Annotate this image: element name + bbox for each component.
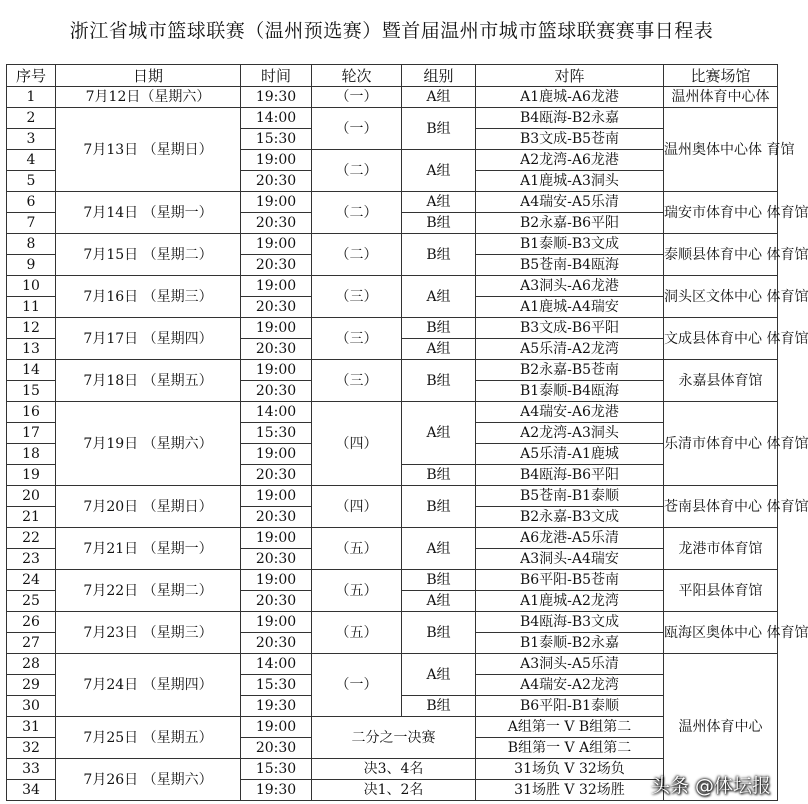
time-cell: 19:00 [241,318,312,339]
match-cell: B1泰顺-B3文成 [476,234,664,255]
seq-cell: 19 [7,465,56,486]
time-cell: 19:00 [241,444,312,465]
schedule-table [6,64,808,801]
time-cell: 19:30 [241,780,312,801]
date-cell: 7月16日 （星期三） [56,276,241,318]
time-cell: 19:30 [241,696,312,717]
header-date: 日期 [56,65,241,87]
date-cell: 7月24日 （星期四） [56,654,241,717]
header-row [7,65,778,87]
time-cell: 19:00 [241,612,312,633]
round-cell: （二） [312,192,402,234]
match-cell: B2永嘉-B3文成 [476,507,664,528]
seq-cell: 20 [7,486,56,507]
seq-cell: 34 [7,780,56,801]
match-cell: B4瓯海-B3文成 [476,612,664,633]
group-cell: A组 [402,528,476,570]
date-cell: 7月17日 （星期四） [56,318,241,360]
seq-cell: 13 [7,339,56,360]
match-cell: A6龙港-A5乐清 [476,528,664,549]
time-cell: 20:30 [241,297,312,318]
time-cell: 20:30 [241,507,312,528]
seq-cell: 33 [7,759,56,780]
round-cell: （一） [312,654,402,717]
match-cell: B2永嘉-B5苍南 [476,360,664,381]
match-cell: A1鹿城-A3洞头 [476,171,664,192]
group-cell: B组 [402,318,476,339]
match-cell: B2永嘉-B6平阳 [476,213,664,234]
venue-cell: 温州体育中心 [664,654,778,801]
seq-cell: 15 [7,381,56,402]
time-cell: 19:30 [241,87,312,108]
venue-cell: 温州体育中心体 [664,87,778,108]
time-cell: 20:30 [241,213,312,234]
seq-cell: 1 [7,87,56,108]
round-cell: （二） [312,234,402,276]
table-row [7,108,778,129]
match-cell: A2龙湾-A3洞头 [476,423,664,444]
round-cell: 二分之一决赛 [312,717,476,759]
venue-cell: 泰顺县体育中心 体育馆 [664,234,778,276]
round-cell: （五） [312,528,402,570]
seq-cell: 28 [7,654,56,675]
seq-cell: 12 [7,318,56,339]
group-cell: B组 [402,696,476,717]
round-cell: （三） [312,318,402,360]
group-cell: B组 [402,360,476,402]
round-cell: （二） [312,150,402,192]
round-cell: （三） [312,276,402,318]
match-cell: A1鹿城-A2龙湾 [476,591,664,612]
seq-cell: 32 [7,738,56,759]
time-cell: 20:30 [241,255,312,276]
match-cell: A3洞头-A5乐清 [476,654,664,675]
time-cell: 19:00 [241,150,312,171]
venue-cell: 苍南县体育中心 体育馆 [664,486,778,528]
match-cell: B组第一 V A组第二 [476,738,664,759]
venue-cell: 乐清市体育中心 体育馆 [664,402,778,486]
match-cell: B3文成-B6平阳 [476,318,664,339]
match-cell: B6平阳-B1泰顺 [476,696,664,717]
round-cell: （四） [312,402,402,486]
time-cell: 19:00 [241,234,312,255]
seq-cell: 22 [7,528,56,549]
seq-cell: 9 [7,255,56,276]
seq-cell: 21 [7,507,56,528]
date-cell: 7月21日 （星期一） [56,528,241,570]
match-cell: 31场负 V 32场负 [476,759,664,780]
match-cell: A3洞头-A6龙港 [476,276,664,297]
round-cell: （五） [312,570,402,612]
time-cell: 19:00 [241,528,312,549]
venue-cell: 平阳县体育馆 [664,570,778,612]
group-cell: A组 [402,654,476,696]
match-cell: A组第一 V B组第二 [476,717,664,738]
match-cell: B4瓯海-B6平阳 [476,465,664,486]
round-cell: （三） [312,360,402,402]
venue-cell: 永嘉县体育馆 [664,360,778,402]
group-cell: B组 [402,486,476,528]
group-cell: B组 [402,465,476,486]
match-cell: A5乐清-A2龙湾 [476,339,664,360]
time-cell: 15:30 [241,759,312,780]
round-cell: （五） [312,612,402,654]
venue-cell: 瑞安市体育中心 体育馆 [664,192,778,234]
time-cell: 20:30 [241,171,312,192]
time-cell: 20:30 [241,738,312,759]
table-row [7,612,778,633]
table-row [7,87,778,108]
date-cell: 7月25日 （星期五） [56,717,241,759]
seq-cell: 11 [7,297,56,318]
venue-cell: 洞头区文体中心 体育馆 [664,276,778,318]
time-cell: 20:30 [241,633,312,654]
group-cell: B组 [402,234,476,276]
group-cell: A组 [402,192,476,213]
group-cell: A组 [402,591,476,612]
group-cell: A组 [402,150,476,192]
seq-cell: 29 [7,675,56,696]
group-cell: B组 [402,570,476,591]
seq-cell: 18 [7,444,56,465]
seq-cell: 30 [7,696,56,717]
seq-cell: 5 [7,171,56,192]
seq-cell: 25 [7,591,56,612]
header-seq: 序号 [7,65,56,87]
time-cell: 14:00 [241,402,312,423]
match-cell: A4瑞安-A6龙港 [476,402,664,423]
time-cell: 15:30 [241,423,312,444]
time-cell: 15:30 [241,129,312,150]
date-cell: 7月19日 （星期六） [56,402,241,486]
seq-cell: 26 [7,612,56,633]
venue-cell: 温州奥体中心体 育馆 [664,108,778,192]
table-row [7,570,778,591]
time-cell: 19:00 [241,192,312,213]
time-cell: 19:00 [241,360,312,381]
time-cell: 14:00 [241,108,312,129]
seq-cell: 27 [7,633,56,654]
group-cell: A组 [402,276,476,318]
time-cell: 20:30 [241,465,312,486]
date-cell: 7月13日 （星期日） [56,108,241,192]
date-cell: 7月20日 （星期日） [56,486,241,528]
table-row [7,654,778,675]
match-cell: B1泰顺-B4瓯海 [476,381,664,402]
match-cell: B3文成-B5苍南 [476,129,664,150]
group-cell: A组 [402,87,476,108]
match-cell: B1泰顺-B2永嘉 [476,633,664,654]
match-cell: A1鹿城-A6龙港 [476,87,664,108]
seq-cell: 14 [7,360,56,381]
round-cell: （一） [312,108,402,150]
match-cell: A4瑞安-A2龙湾 [476,675,664,696]
seq-cell: 31 [7,717,56,738]
date-cell: 7月22日 （星期二） [56,570,241,612]
match-cell: B5苍南-B4瓯海 [476,255,664,276]
match-cell: B4瓯海-B2永嘉 [476,108,664,129]
time-cell: 15:30 [241,675,312,696]
match-cell: B5苍南-B1泰顺 [476,486,664,507]
table-row [7,528,778,549]
header-round: 轮次 [312,65,402,87]
match-cell: B6平阳-B5苍南 [476,570,664,591]
header-time: 时间 [241,65,312,87]
seq-cell: 17 [7,423,56,444]
header-match: 对阵 [476,65,664,87]
header-venue: 比赛场馆 [664,65,778,87]
round-cell: 决3、4名 [312,759,476,780]
venue-cell: 瓯海区奥体中心 体育馆 [664,612,778,654]
table-row [7,276,778,297]
time-cell: 20:30 [241,381,312,402]
seq-cell: 7 [7,213,56,234]
match-cell: A4瑞安-A5乐清 [476,192,664,213]
header-group: 组别 [402,65,476,87]
table-row [7,486,778,507]
time-cell: 20:30 [241,339,312,360]
group-cell: A组 [402,339,476,360]
table-row [7,360,778,381]
seq-cell: 4 [7,150,56,171]
seq-cell: 23 [7,549,56,570]
match-cell: A2龙湾-A6龙港 [476,150,664,171]
venue-cell: 龙港市体育馆 [664,528,778,570]
group-cell: B组 [402,612,476,654]
table-row [7,717,778,738]
time-cell: 19:00 [241,486,312,507]
venue-cell: 文成县体育中心 体育馆 [664,318,778,360]
watermark-text: 头条 @体坛报 [650,775,771,797]
table-row [7,234,778,255]
seq-cell: 16 [7,402,56,423]
match-cell: 31场胜 V 32场胜 [476,780,664,801]
match-cell: A5乐清-A1鹿城 [476,444,664,465]
match-cell: A1鹿城-A4瑞安 [476,297,664,318]
group-cell: B组 [402,213,476,234]
table-row [7,318,778,339]
time-cell: 19:00 [241,570,312,591]
date-cell: 7月14日 （星期一） [56,192,241,234]
seq-cell: 24 [7,570,56,591]
time-cell: 19:00 [241,276,312,297]
time-cell: 19:00 [241,717,312,738]
date-cell: 7月18日 （星期五） [56,360,241,402]
date-cell: 7月12日（星期六） [56,87,241,108]
round-cell: 决1、2名 [312,780,476,801]
group-cell: A组 [402,402,476,465]
seq-cell: 8 [7,234,56,255]
seq-cell: 10 [7,276,56,297]
round-cell: （一） [312,87,402,108]
seq-cell: 3 [7,129,56,150]
time-cell: 20:30 [241,591,312,612]
round-cell: （四） [312,486,402,528]
table-row [7,192,778,213]
table-row [7,402,778,423]
time-cell: 20:30 [241,549,312,570]
page-title: 浙江省城市篮球联赛（温州预选赛）暨首届温州市城市篮球联赛赛事日程表 [69,20,714,42]
group-cell: B组 [402,108,476,150]
time-cell: 14:00 [241,654,312,675]
seq-cell: 6 [7,192,56,213]
date-cell: 7月26日 （星期六） [56,759,241,801]
seq-cell: 2 [7,108,56,129]
date-cell: 7月15日 （星期二） [56,234,241,276]
date-cell: 7月23日 （星期三） [56,612,241,654]
match-cell: A3洞头-A4瑞安 [476,549,664,570]
